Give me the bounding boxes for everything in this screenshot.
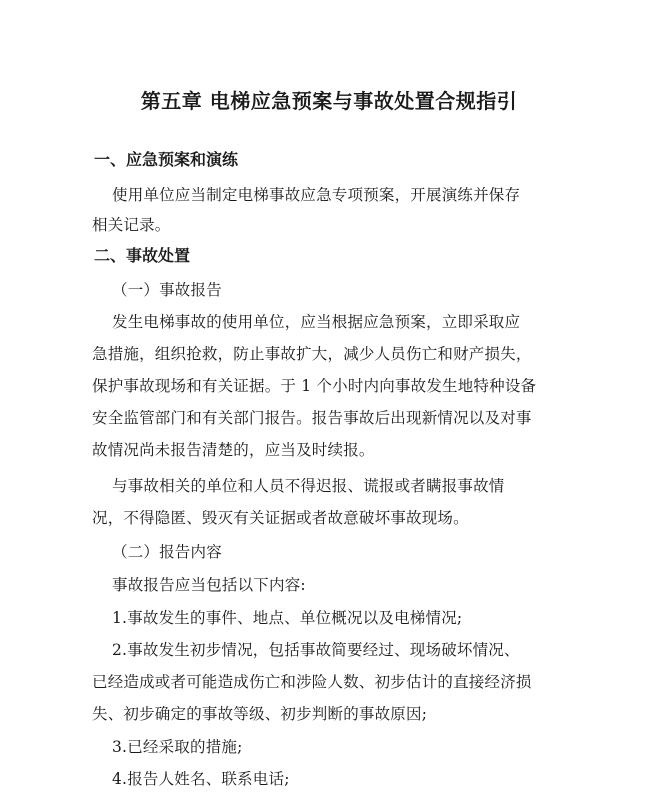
section-heading-emergency-plan: 一、应急预案和演练 bbox=[94, 150, 239, 169]
page-title: 第五章 电梯应急预案与事故处置合规指引 bbox=[140, 89, 518, 113]
paragraph-line: 急措施，组织抢救，防止事故扩大，减少人员伤亡和财产损失， bbox=[92, 345, 532, 363]
list-item-continuation: 已经造成或者可能造成伤亡和涉险人数、初步估计的直接经济损 bbox=[92, 673, 532, 691]
paragraph-line: 与事故相关的单位和人员不得迟报、谎报或者瞒报事故情 bbox=[112, 477, 505, 495]
list-item: 3.已经采取的措施; bbox=[112, 738, 243, 756]
paragraph-line: 发生电梯事故的使用单位，应当根据应急预案，立即采取应 bbox=[112, 313, 521, 331]
list-item: 4.报告人姓名、联系电话; bbox=[112, 770, 290, 788]
subsection-heading-report-content: （二）报告内容 bbox=[112, 543, 222, 561]
paragraph-line: 安全监管部门和有关部门报告。报告事故后出现新情况以及对事 bbox=[92, 409, 532, 427]
paragraph-line: 事故报告应当包括以下内容: bbox=[112, 576, 306, 594]
section-heading-accident-handling: 二、事故处置 bbox=[94, 246, 191, 265]
list-item: 2.事故发生初步情况，包括事故简要经过、现场破坏情况、 bbox=[112, 641, 520, 659]
paragraph-line: 使用单位应当制定电梯事故应急专项预案，开展演练并保存 bbox=[112, 186, 521, 204]
paragraph-line: 况，不得隐匿、毁灭有关证据或者故意破坏事故现场。 bbox=[92, 509, 469, 527]
subsection-heading-accident-report: （一）事故报告 bbox=[112, 281, 222, 299]
paragraph-line: 相关记录。 bbox=[92, 216, 171, 234]
paragraph-line: 保护事故现场和有关证据。于 1 个小时内向事故发生地特种设备 bbox=[92, 377, 537, 395]
list-item-continuation: 失、初步确定的事故等级、初步判断的事故原因; bbox=[92, 705, 428, 723]
paragraph-line: 故情况尚未报告清楚的，应当及时续报。 bbox=[92, 441, 375, 459]
list-item: 1.事故发生的事件、地点、单位概况以及电梯情况; bbox=[112, 609, 463, 627]
